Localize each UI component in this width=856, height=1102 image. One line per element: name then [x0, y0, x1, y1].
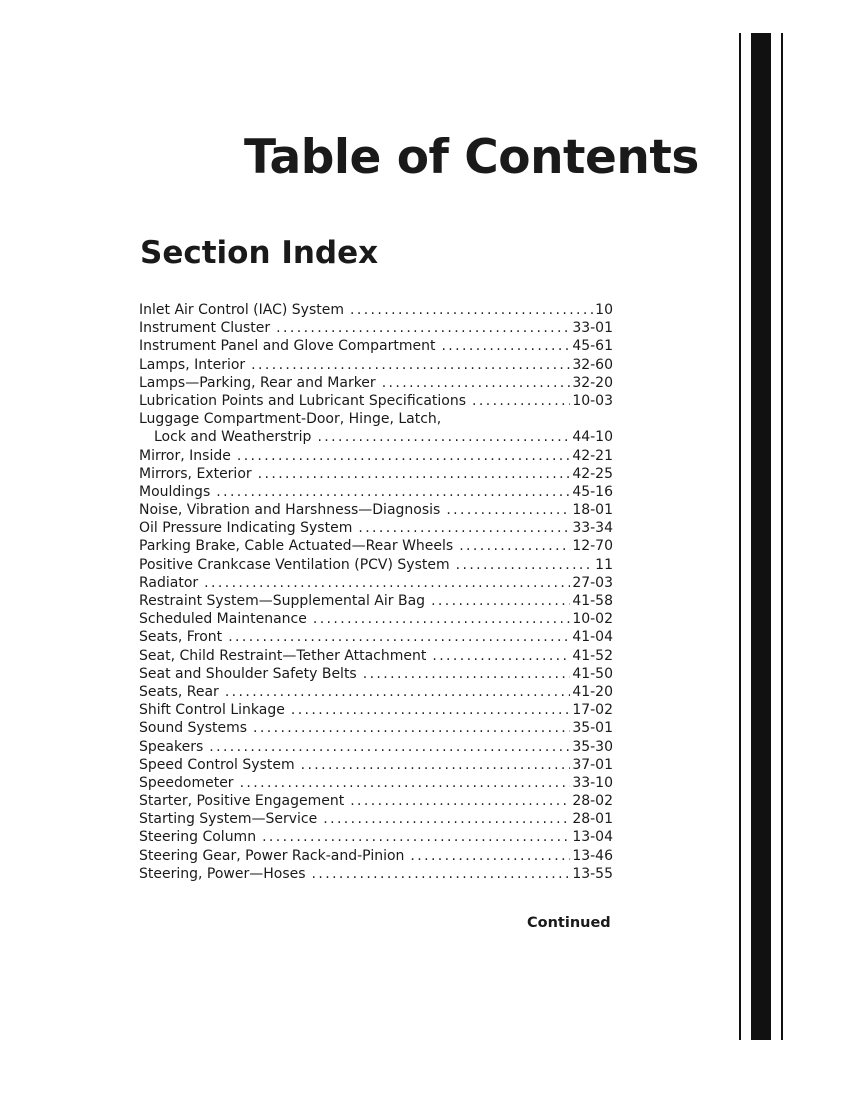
toc-entry-title: Restraint System—Supplemental Air Bag — [139, 593, 426, 609]
toc-entry-title: Speed Control System — [139, 756, 295, 773]
toc-dot-leader — [204, 574, 570, 592]
toc-entry-title: Oil Pressure Indicating System — [139, 520, 353, 537]
toc-entry-page: 11 — [595, 556, 613, 573]
toc-entry-page: 32-20 — [572, 374, 613, 391]
toc-entry-title: Steering Gear, Power Rack-and-Pinion — [139, 847, 405, 864]
toc-entry — [139, 756, 613, 774]
toc-entry-page: 28-01 — [572, 811, 613, 828]
toc-entry-page: 45-61 — [572, 338, 613, 355]
toc-entry — [139, 447, 613, 465]
toc-dot-leader — [258, 465, 571, 483]
toc-dot-leader — [228, 628, 570, 646]
toc-dot-leader — [240, 774, 571, 792]
toc-entry-page: 45-16 — [572, 483, 613, 500]
toc-entry-title: Seats, Rear — [139, 683, 219, 700]
toc-entry — [139, 465, 613, 483]
toc-entry — [139, 865, 613, 883]
toc-entry-page: 44-10 — [572, 429, 613, 446]
toc-entry-page: 27-03 — [572, 574, 613, 591]
toc-entry-page: 10-03 — [572, 392, 613, 409]
toc-entry-title: Noise, Vibration and Harshness—Diagnosis — [139, 502, 441, 519]
toc-entry-page: 41-58 — [572, 593, 613, 609]
toc-dot-leader — [312, 865, 571, 883]
toc-dot-leader — [432, 647, 570, 665]
toc-entry — [139, 701, 613, 719]
toc-entry-title: Seat and Shoulder Safety Belts — [139, 665, 357, 682]
toc-entry — [139, 610, 613, 628]
toc-entry-page: 42-21 — [572, 447, 613, 464]
toc-list — [139, 301, 613, 883]
section-heading: Section Index — [140, 235, 379, 271]
toc-entry — [139, 556, 613, 574]
toc-entry — [139, 792, 613, 810]
toc-dot-leader — [225, 683, 571, 701]
side-rule-thin-left — [739, 33, 741, 1040]
toc-entry-page: 13-55 — [572, 865, 613, 882]
toc-dot-leader — [456, 556, 594, 574]
toc-dot-leader — [301, 756, 571, 774]
toc-entry-title: Steering, Power—Hoses — [139, 865, 306, 882]
toc-entry-title: Radiator — [139, 574, 199, 591]
toc-entry-page: 10-02 — [572, 611, 613, 628]
toc-dot-leader — [209, 738, 570, 756]
toc-entry — [139, 337, 613, 355]
toc-entry-page: 12-70 — [572, 538, 613, 555]
toc-dot-leader — [237, 447, 570, 465]
toc-entry — [139, 537, 613, 555]
toc-dot-leader — [276, 319, 570, 337]
toc-entry — [139, 356, 613, 374]
toc-entry — [139, 647, 613, 665]
toc-entry — [139, 301, 613, 319]
toc-entry — [139, 719, 613, 737]
toc-entry-title: Lock and Weatherstrip — [154, 429, 312, 446]
toc-dot-leader — [350, 301, 593, 319]
toc-entry-page: 33-34 — [572, 520, 613, 537]
toc-dot-leader — [363, 665, 571, 683]
toc-entry-title: Starting System—Service — [139, 811, 318, 828]
toc-entry-page: 41-50 — [572, 665, 613, 682]
toc-entry-title: Mouldings — [139, 483, 211, 500]
toc-entry — [139, 828, 613, 846]
toc-dot-leader — [317, 428, 570, 446]
toc-entry-title: Lubrication Points and Lubricant Specifications — [139, 392, 467, 409]
toc-entry — [139, 592, 613, 610]
toc-dot-leader — [323, 810, 570, 828]
toc-entry — [139, 665, 613, 683]
toc-dot-leader — [251, 356, 570, 374]
toc-entry — [139, 410, 613, 428]
toc-entry — [139, 574, 613, 592]
toc-entry-page: 35-01 — [572, 720, 613, 737]
toc-dot-leader — [431, 592, 570, 610]
toc-entry-page: 10 — [595, 302, 613, 318]
toc-dot-leader — [262, 828, 570, 846]
toc-dot-leader — [350, 792, 570, 810]
toc-dot-leader — [358, 519, 570, 537]
toc-entry — [139, 738, 613, 756]
continued-label: Continued — [527, 915, 611, 931]
toc-dot-leader — [313, 610, 570, 628]
toc-dot-leader — [382, 374, 571, 392]
toc-entry — [139, 319, 613, 337]
toc-entry-page: 28-02 — [572, 793, 613, 810]
toc-entry — [139, 501, 613, 519]
toc-entry-page: 17-02 — [572, 702, 613, 719]
toc-entry-title: Seats, Front — [139, 629, 223, 646]
toc-entry — [139, 683, 613, 701]
toc-entry-page: 42-25 — [572, 465, 613, 482]
toc-entry-title: Positive Crankcase Ventilation (PCV) System — [139, 556, 450, 573]
toc-entry — [139, 428, 613, 446]
toc-entry-page: 41-52 — [572, 647, 613, 664]
toc-entry-page: 35-30 — [572, 738, 613, 755]
side-rule-thin-right — [781, 33, 783, 1040]
toc-entry-title: Parking Brake, Cable Actuated—Rear Wheels — [139, 538, 454, 555]
toc-entry — [139, 847, 613, 865]
toc-entry-page: 32-60 — [572, 356, 613, 373]
toc-entry-title: Instrument Cluster — [139, 320, 271, 337]
toc-entry-title: Mirror, Inside — [139, 447, 231, 464]
toc-entry — [139, 774, 613, 792]
toc-entry — [139, 628, 613, 646]
toc-dot-leader — [441, 337, 570, 355]
toc-entry — [139, 519, 613, 537]
toc-entry-page: 18-01 — [572, 502, 613, 519]
side-rule-thick — [751, 33, 771, 1040]
toc-entry-title: Lamps—Parking, Rear and Marker — [139, 374, 376, 391]
toc-entry-page: 33-10 — [572, 774, 613, 791]
toc-entry-title: Speakers — [139, 738, 204, 755]
toc-entry — [139, 483, 613, 501]
toc-entry-title: Luggage Compartment-Door, Hinge, Latch, — [139, 411, 442, 428]
toc-entry-page: 13-46 — [572, 847, 613, 864]
toc-entry-title: Seat, Child Restraint—Tether Attachment — [139, 647, 427, 664]
toc-entry-title: Scheduled Maintenance — [139, 611, 307, 628]
toc-dot-leader — [253, 719, 570, 737]
toc-entry-title: Inlet Air Control (IAC) System — [139, 302, 344, 318]
toc-entry — [139, 392, 613, 410]
toc-entry-title: Lamps, Interior — [139, 356, 246, 373]
toc-entry-page: 33-01 — [572, 320, 613, 337]
toc-entry-title: Mirrors, Exterior — [139, 465, 252, 482]
toc-entry-title: Instrument Panel and Glove Compartment — [139, 338, 436, 355]
toc-entry-page: 13-04 — [572, 829, 613, 846]
toc-entry — [139, 374, 613, 392]
toc-entry-title: Sound Systems — [139, 720, 248, 737]
toc-entry-page: 41-20 — [572, 683, 613, 700]
toc-entry-title: Starter, Positive Engagement — [139, 793, 345, 810]
toc-entry-title: Shift Control Linkage — [139, 702, 285, 719]
toc-entry — [139, 810, 613, 828]
toc-dot-leader — [410, 847, 570, 865]
toc-entry-title: Steering Column — [139, 829, 257, 846]
toc-dot-leader — [216, 483, 570, 501]
page-title: Table of Contents — [244, 130, 699, 185]
toc-dot-leader — [446, 501, 570, 519]
toc-dot-leader — [459, 537, 570, 555]
toc-entry-page: 41-04 — [572, 629, 613, 646]
toc-entry-title: Speedometer — [139, 774, 234, 791]
toc-entry-page: 37-01 — [572, 756, 613, 773]
toc-dot-leader — [291, 701, 570, 719]
toc-dot-leader — [472, 392, 570, 410]
